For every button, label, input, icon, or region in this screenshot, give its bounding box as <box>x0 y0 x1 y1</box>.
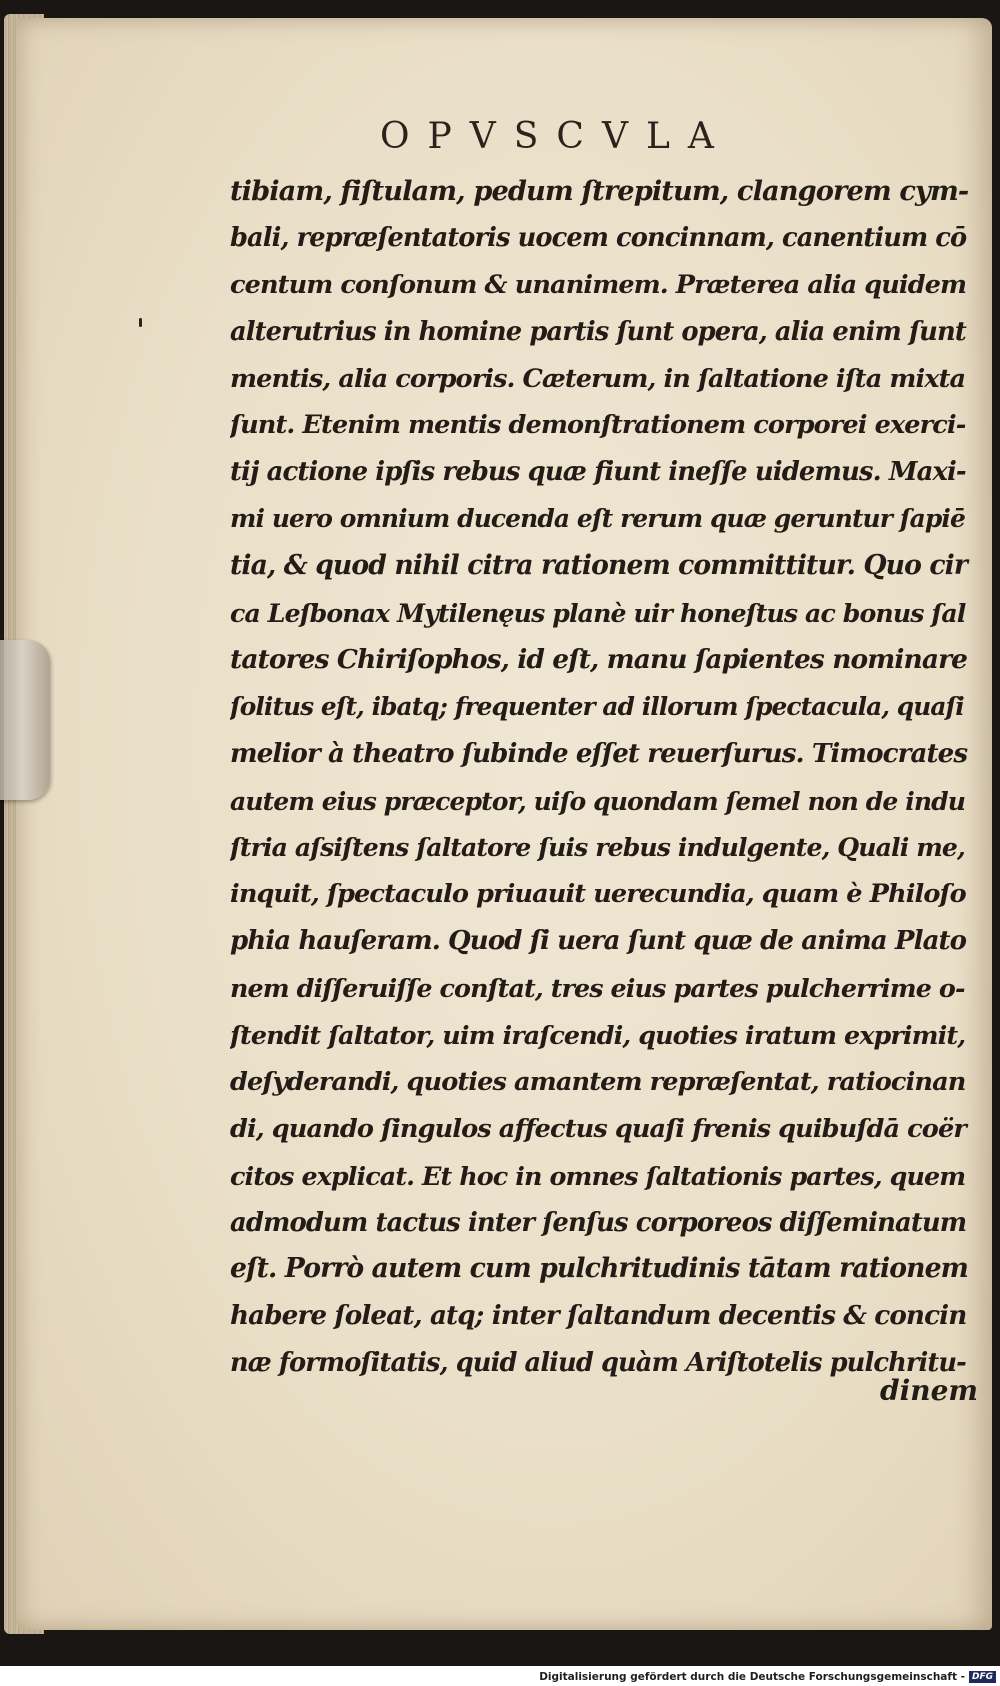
footer-credit-text: Digitalisierung gefördert durch die Deutsche Forschungsgemeinschaft - <box>539 1671 965 1683</box>
running-head: OPVSCVLA <box>380 116 732 157</box>
text-line: nem diſſeruiſſe conſtat, tres eius partes pulcherrime o- <box>230 973 965 1004</box>
text-line: ſolitus eſt, ibatq; frequenter ad illorum ſpectacula, quaſi <box>230 691 964 721</box>
text-line: habere ſoleat, atq; inter ſaltandum decentis & concin <box>230 1300 967 1332</box>
text-line: næ formoſitatis, quid aliud quàm Ariſtotelis pulchritu- <box>230 1348 966 1379</box>
text-line: bali, repræſentatoris uocem concinnam, canentium cō <box>230 222 967 253</box>
text-line: admodum tactus inter ſenſus corporeos diſſeminatum <box>230 1207 967 1238</box>
text-line: mentis, alia corporis. Cæterum, in ſaltatione iſta mixta <box>230 363 966 394</box>
page-clip <box>0 640 50 800</box>
text-line: ſtendit ſaltator, uim iraſcendi, quoties iratum exprimit, <box>230 1020 966 1051</box>
footer-credit <box>539 1668 996 1686</box>
text-line: ſtria aſsiſtens ſaltatore ſuis rebus indulgente, Quali me, <box>230 832 965 863</box>
text-line: tia, & quod nihil citra rationem committitur. Quo cir <box>230 550 967 582</box>
text-line: tibiam, fiſtulam, pedum ſtrepitum, clangorem cym- <box>230 175 969 207</box>
text-line: ca Leſbonax Mytilenęus planè uir honeſtus ac bonus ſal <box>230 598 966 629</box>
text-line: eſt. Porrò autem cum pulchritudinis tātam rationem <box>230 1253 968 1285</box>
text-line: alterutrius in homine partis ſunt opera, alia enim ſunt <box>230 316 966 347</box>
text-line: citos explicat. Et hoc in omnes ſaltationis partes, quem <box>230 1160 966 1191</box>
text-line: ſunt. Etenim mentis demonſtrationem corporei exerci- <box>230 410 966 441</box>
text-line: mi uero omnium ducenda eſt rerum quæ geruntur ſapiē <box>230 504 965 534</box>
body-text <box>230 168 970 1387</box>
text-line: centum conſonum & unanimem. Præterea alia quidem <box>230 269 967 300</box>
text-line: melior à theatro ſubinde eſſet reuerſurus. Timocrates <box>230 737 968 769</box>
dfg-logo: DFG <box>969 1671 996 1683</box>
text-line: tatores Chiriſophos, id eſt, manu ſapientes nominare <box>230 643 968 675</box>
text-line: deſyderandi, quoties amantem repræſentat, ratiocinan <box>230 1066 966 1097</box>
catchword: dinem <box>880 1374 979 1407</box>
ink-mark <box>139 318 142 327</box>
text-line: phia hauſeram. Quod ſi uera ſunt quæ de anima Plato <box>230 926 967 957</box>
text-line: inquit, ſpectaculo priuauit uerecundia, quam è Philoſo <box>230 879 966 910</box>
text-line: di, quando ſingulos affectus quaſi frenis quibuſdā coër <box>230 1113 966 1144</box>
text-line: tij actione ipſis rebus quæ fiunt ineſſe uidemus. Maxi- <box>230 457 966 488</box>
text-line: autem eius præceptor, uiſo quondam ſemel non de indu <box>230 785 966 816</box>
